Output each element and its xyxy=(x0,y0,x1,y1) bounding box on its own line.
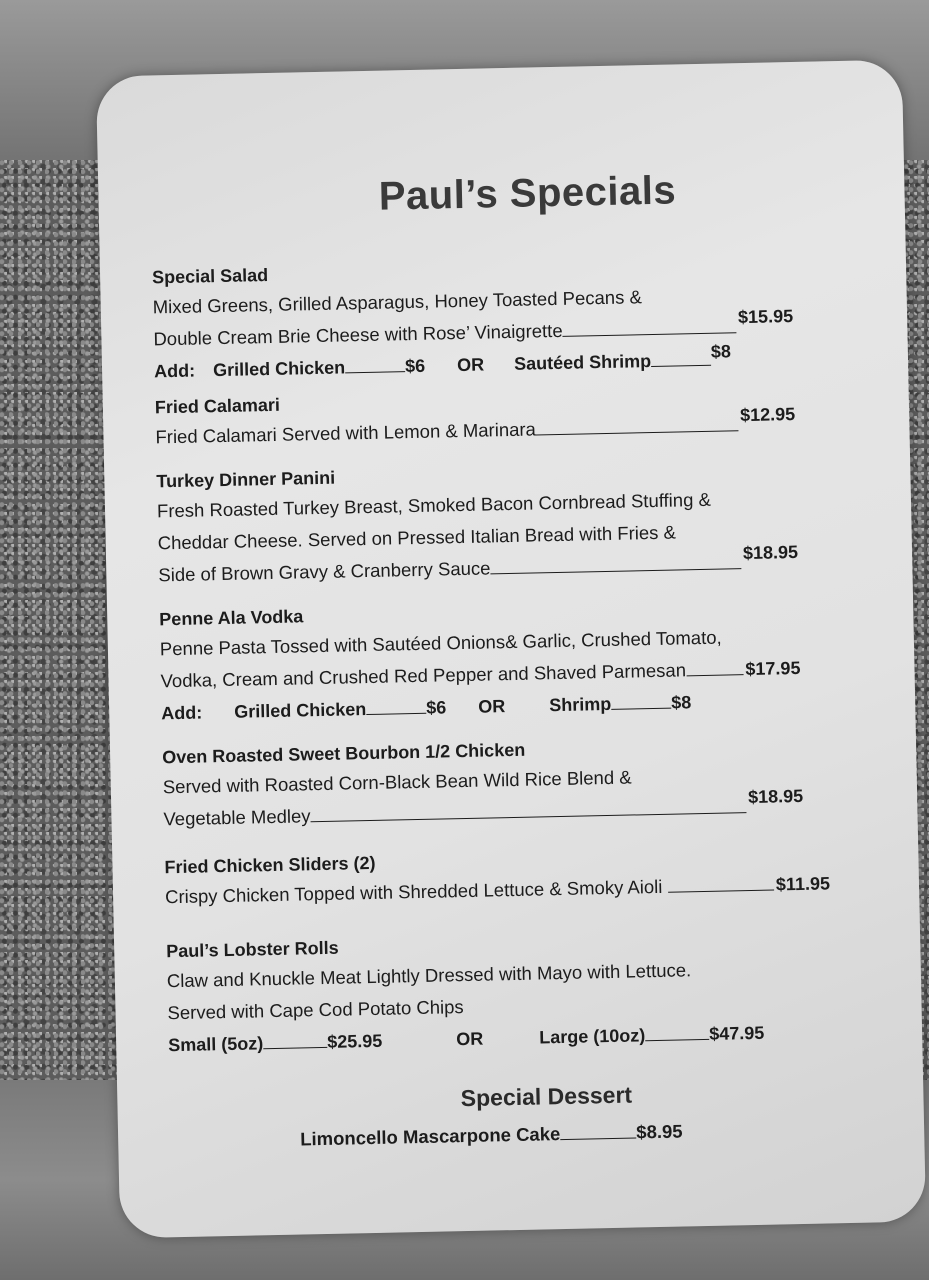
addon-price: $6 xyxy=(426,697,447,718)
menu-item-special-salad xyxy=(152,250,794,387)
addon-or: OR xyxy=(456,354,485,376)
menu-item-fried-calamari xyxy=(155,380,796,453)
item-description: Mixed Greens, Grilled Asparagus, Honey Toasted Pecans & xyxy=(152,286,643,318)
item-description: Served with Cape Cod Potato Chips xyxy=(167,996,464,1024)
addon-price: $6 xyxy=(404,355,426,377)
item-name: Fried Calamari xyxy=(154,394,281,418)
item-description: Claw and Knuckle Meat Lightly Dressed with Mayo with Lettuce. xyxy=(166,959,692,992)
item-description: Fried Calamari Served with Lemon & Marinara xyxy=(155,418,537,448)
item-price: $18.95 xyxy=(747,785,804,808)
item-name: Paul’s Lobster Rolls xyxy=(166,937,339,962)
item-name: Special Salad xyxy=(151,265,269,288)
menu-item-chicken-sliders xyxy=(164,840,831,913)
leader-line xyxy=(345,355,405,373)
size-option: Small (5oz) xyxy=(168,1033,264,1056)
menu-item-lobster-rolls xyxy=(166,924,808,1061)
leader-line xyxy=(263,1031,327,1049)
dessert-item xyxy=(300,1121,683,1151)
item-description: Double Cream Brie Cheese with Rose’ Vinaigrette xyxy=(153,319,563,350)
item-name: Penne Ala Vodka xyxy=(159,606,304,630)
addon-price: $8 xyxy=(710,341,732,362)
menu-sheet xyxy=(96,60,926,1239)
leader-line xyxy=(668,872,774,893)
size-option: Large (10oz) xyxy=(539,1025,646,1048)
addon-option: Sautéed Shrimp xyxy=(513,351,652,374)
item-name: Fried Chicken Sliders (2) xyxy=(164,852,376,878)
leader-line xyxy=(490,550,741,574)
addon-price: $8 xyxy=(671,692,692,713)
menu-item-penne-ala-vodka xyxy=(159,592,801,729)
leader-line xyxy=(645,1023,709,1041)
item-price: $12.95 xyxy=(739,404,796,426)
leader-line xyxy=(611,692,671,710)
leader-line xyxy=(536,412,739,435)
addon-label: Add: xyxy=(161,702,203,724)
menu-item-bourbon-chicken xyxy=(162,730,804,835)
item-name: Oven Roasted Sweet Bourbon 1/2 Chicken xyxy=(161,739,526,768)
addon-or: OR xyxy=(478,696,506,717)
item-description: Vegetable Medley xyxy=(163,805,311,830)
leader-line xyxy=(686,656,744,676)
item-description: Crispy Chicken Topped with Shredded Lettuce & Smoky Aioli xyxy=(164,875,663,908)
addon-option: Grilled Chicken xyxy=(234,699,367,722)
size-price: $25.95 xyxy=(327,1030,383,1052)
menu-item-turkey-panini xyxy=(156,454,798,591)
addon-option: Grilled Chicken xyxy=(212,357,346,381)
item-description: Fresh Roasted Turkey Breast, Smoked Bacon Cornbread Stuffing & xyxy=(156,488,712,522)
item-description: Served with Roasted Corn-Black Bean Wild Rice Blend & xyxy=(162,766,632,798)
item-description: Vodka, Cream and Crushed Red Pepper and Shaved Parmesan xyxy=(160,659,687,692)
item-price: $11.95 xyxy=(775,873,831,895)
item-description: Penne Pasta Tossed with Sautéed Onions& Garlic, Crushed Tomato, xyxy=(159,626,722,660)
leader-line xyxy=(366,697,426,715)
leader-line xyxy=(560,1121,636,1140)
size-or: OR xyxy=(456,1028,484,1050)
menu-title: Paul’s Specials xyxy=(378,168,677,219)
item-description: Cheddar Cheese. Served on Pressed Italian Bread with Fries & xyxy=(157,521,677,554)
dessert-heading: Special Dessert xyxy=(460,1081,633,1112)
leader-line xyxy=(651,349,711,367)
item-description: Side of Brown Gravy & Cranberry Sauce xyxy=(158,557,491,586)
leader-line xyxy=(562,314,736,337)
addon-option: Shrimp xyxy=(549,693,612,716)
size-price: $47.95 xyxy=(709,1022,765,1044)
item-price: $15.95 xyxy=(737,306,794,328)
addon-label: Add: xyxy=(153,360,196,382)
menu-content xyxy=(148,61,866,1237)
item-name: Turkey Dinner Panini xyxy=(156,467,336,492)
item-price: $17.95 xyxy=(745,657,801,680)
dessert-name: Limoncello Mascarpone Cake xyxy=(299,1123,561,1150)
item-price: $18.95 xyxy=(742,541,799,564)
dessert-price: $8.95 xyxy=(636,1120,683,1143)
